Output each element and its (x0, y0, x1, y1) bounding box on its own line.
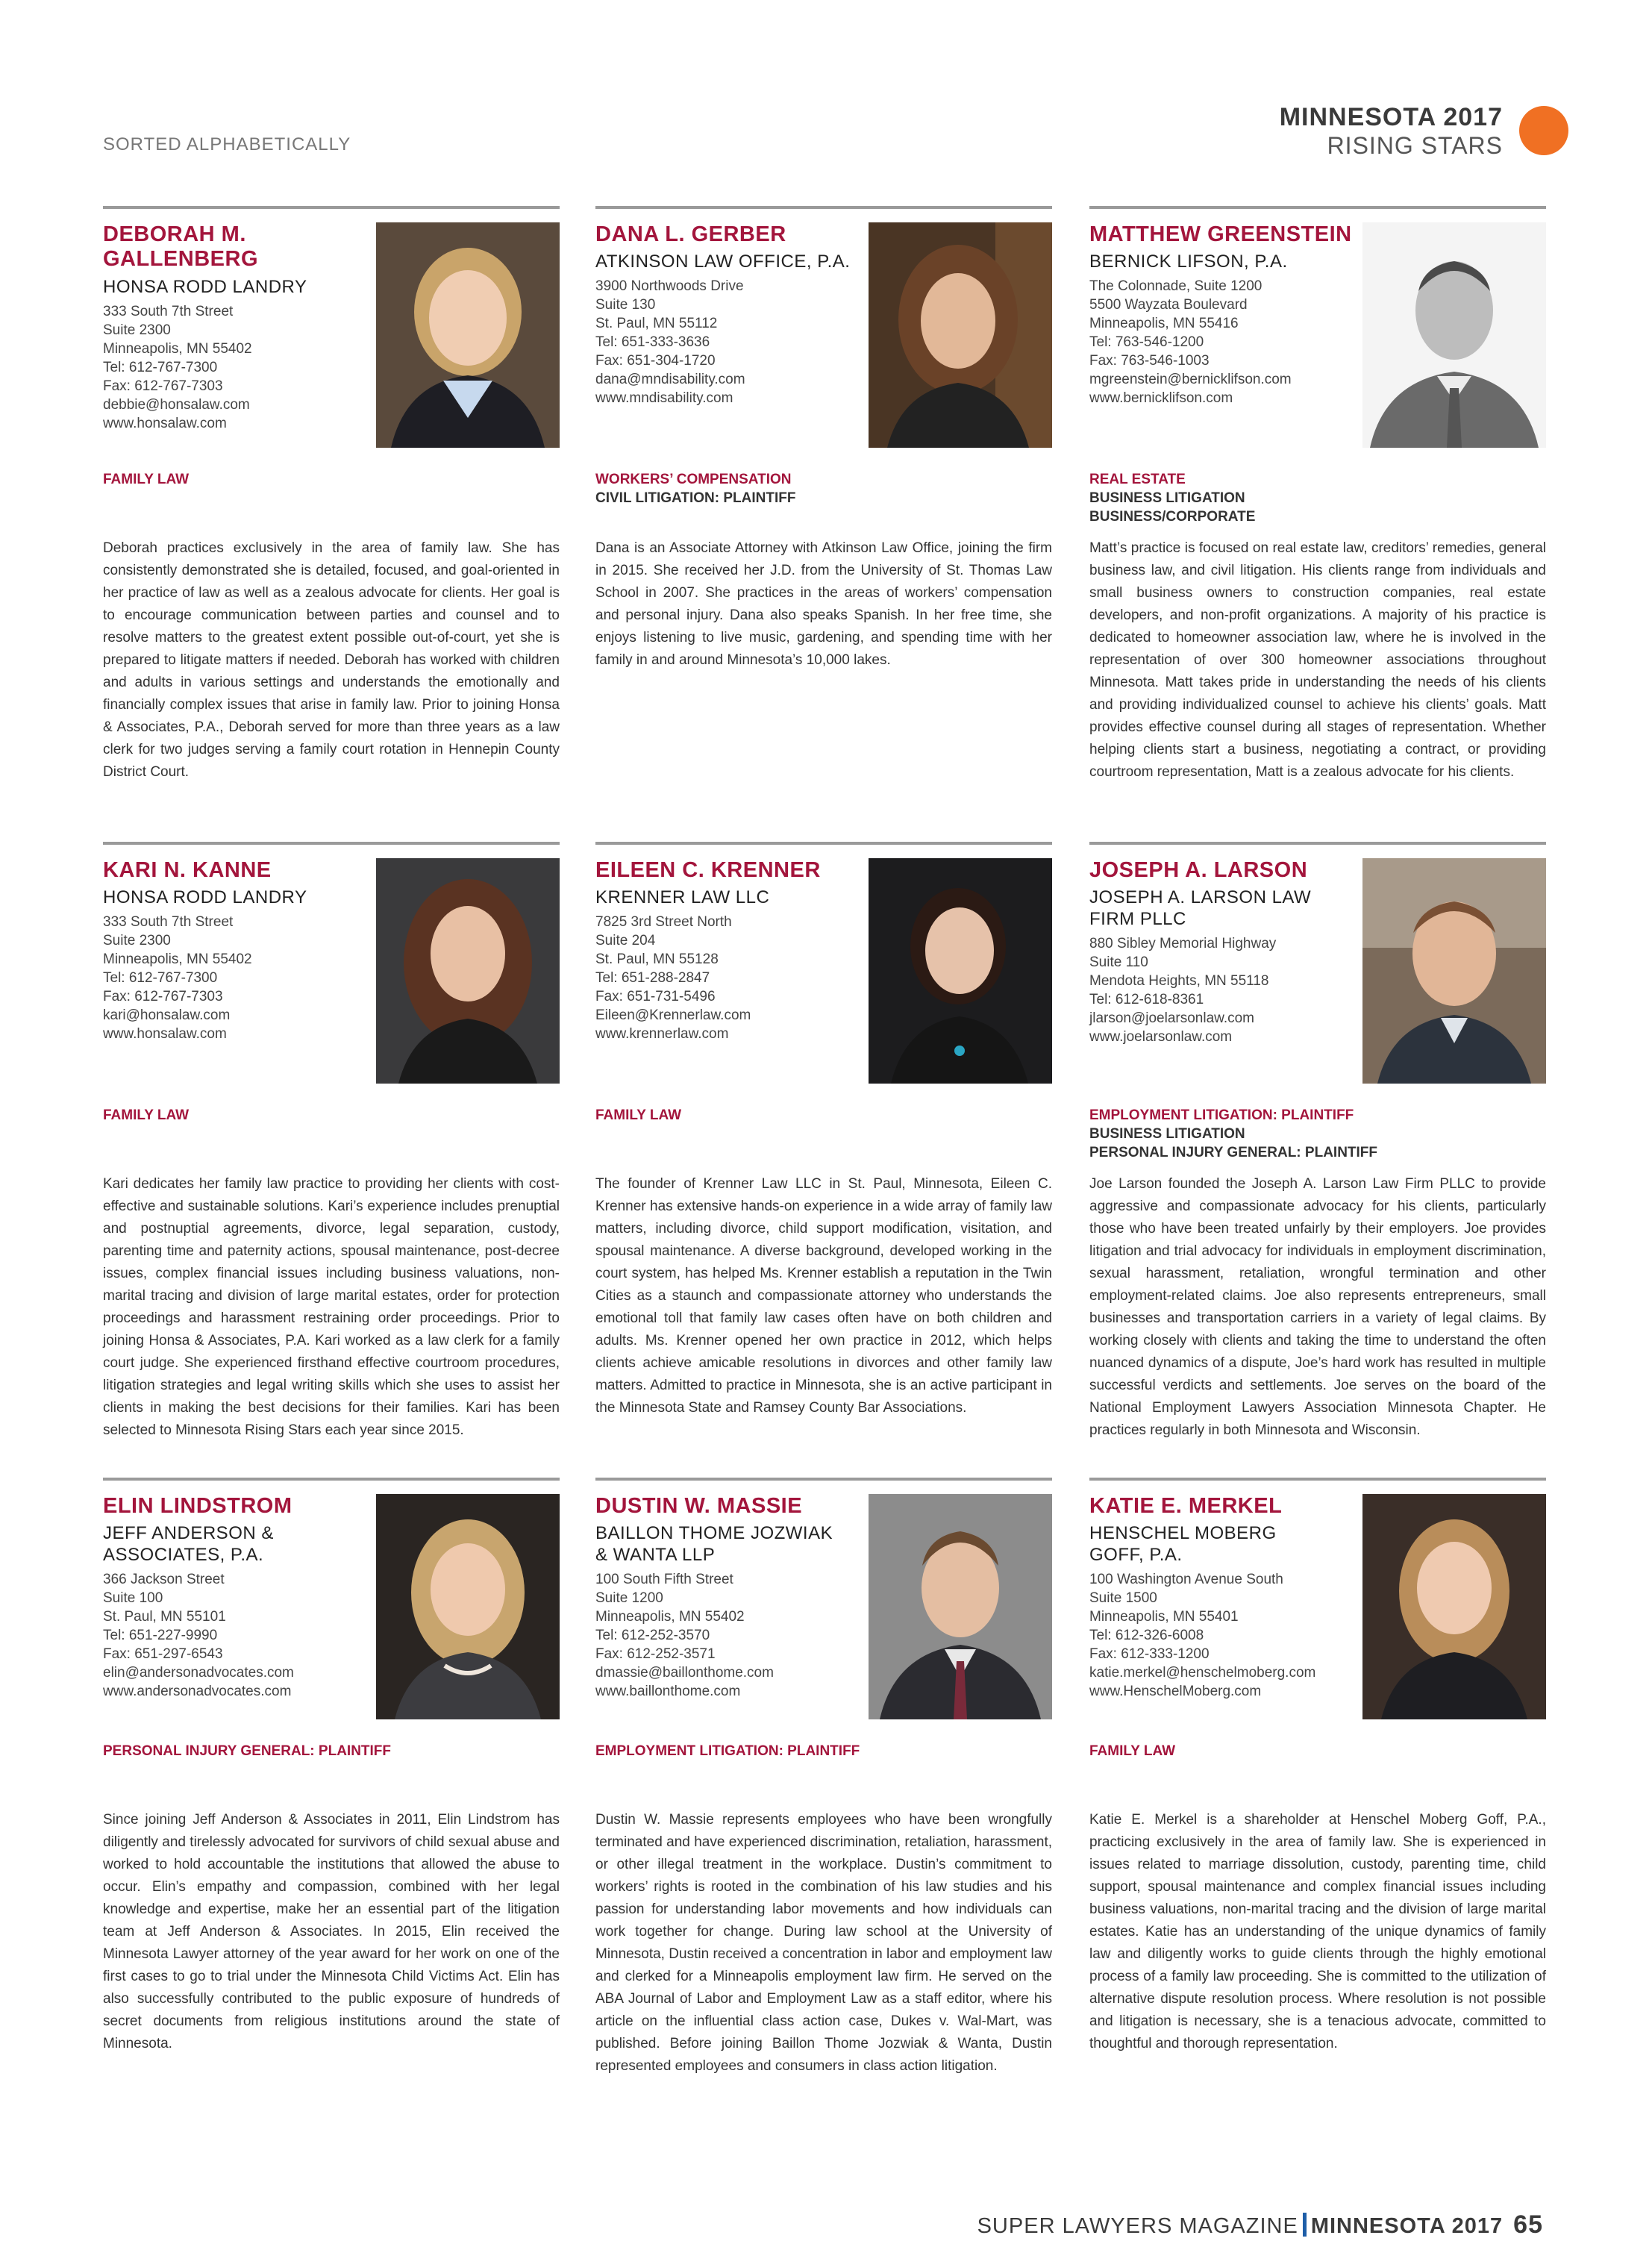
email-link[interactable]: dana@mndisability.com (595, 372, 745, 387)
email-link[interactable]: dmassie@baillonthome.com (595, 1665, 774, 1681)
phone-number: Tel: 612-767-7300 (103, 970, 218, 986)
phone-number: Tel: 612-326-6008 (1089, 1628, 1204, 1643)
address-line: Suite 1500 (1089, 1590, 1157, 1606)
website-link[interactable]: www.krennerlaw.com (595, 1026, 729, 1042)
email-link[interactable]: kari@honsalaw.com (103, 1007, 231, 1023)
profile-card (103, 1478, 560, 2115)
attorney-bio: Katie E. Merkel is a shareholder at Henschel Moberg Goff, P.A., practicing exclusively in the area of family law. She is experienced in issues related to marriage dissolution, custody, parenting time, child support, spousal maintenance and complex financial issues including business valuations, non-marital tracing and the division of large marital estates. Katie has an understanding of the unique dynamics of family law and diligently works to guide clients through the highly emotional process of a family law proceeding. She is committed to the utilization of alternative dispute resolution process. Where resolution is not possible and litigation is necessary, she is a tenacious advocate, committed to thoughtful and thorough representation. (1089, 1812, 1546, 2051)
practice-primary: EMPLOYMENT LITIGATION: PLAINTIFF (1089, 1107, 1354, 1123)
firm-name: ATKINSON LAW OFFICE, P.A. (595, 251, 851, 272)
fax-number: Fax: 612-767-7303 (103, 378, 223, 394)
sorted-label: SORTED ALPHABETICALLY (103, 134, 351, 154)
firm-name: HONSA RODD LANDRY (103, 277, 307, 297)
attorney-name: EILEEN C. KRENNER (595, 858, 821, 882)
address-line: 366 Jackson Street (103, 1572, 225, 1587)
attorney-name: JOSEPH A. LARSON (1089, 858, 1308, 882)
contact-block (1089, 277, 1292, 407)
practice-primary: FAMILY LAW (103, 472, 190, 487)
contact-block (103, 1570, 349, 1701)
attorney-photo (376, 222, 560, 448)
magazine-name: SUPER LAWYERS MAGAZINE (977, 2214, 1298, 2238)
address-line: Suite 110 (1089, 954, 1148, 970)
fax-number: Fax: 612-333-1200 (1089, 1646, 1210, 1662)
address-line: 100 South Fifth Street (595, 1572, 733, 1587)
masthead-title: MINNESOTA 2017 (1279, 103, 1503, 131)
page-number: 65 (1513, 2210, 1543, 2239)
attorney-name: DEBORAH M. GALLENBERG (103, 222, 258, 271)
email-link[interactable]: mgreenstein@bernicklifson.com (1089, 372, 1292, 387)
email-link[interactable]: jlarson@joelarsonlaw.com (1089, 1010, 1254, 1026)
address-line: Minneapolis, MN 55402 (103, 341, 252, 357)
address-line: Suite 100 (103, 1590, 163, 1606)
profile-card (1089, 842, 1546, 1479)
phone-number: Tel: 612-252-3570 (595, 1628, 710, 1643)
address-line: Mendota Heights, MN 55118 (1089, 973, 1269, 989)
edition-label: MINNESOTA 2017 (1310, 2214, 1504, 2238)
orange-circle-icon (1519, 106, 1568, 155)
website-link[interactable]: www.HenschelMoberg.com (1089, 1684, 1262, 1699)
profile-card (1089, 206, 1546, 843)
practice-areas (595, 1106, 681, 1125)
attorney-bio: Matt’s practice is focused on real estate law, creditors’ remedies, general business law, and civil litigation. His clients range from individuals and small business owners to construction companies, real estate developers, and non-profit organizations. A majority of his practice is dedicated to homeowner association law, where he is involved in the representation of over 300 homeowner associations throughout Minnesota. Matt takes pride in understanding the needs of his clients and providing individualized counsel to achieve his clients’ goals. Matt provides effective counsel during all stages of representation. Whether helping clients start a business, negotiating a contract, or providing courtroom representation, Matt is a zealous advocate for his clients. (1089, 540, 1546, 780)
phone-number: Tel: 612-767-7300 (103, 360, 218, 375)
website-link[interactable]: www.baillonthome.com (595, 1684, 741, 1699)
practice-primary: FAMILY LAW (595, 1107, 682, 1123)
profile-card (103, 842, 560, 1479)
profile-card (595, 206, 1052, 843)
email-link[interactable]: elin@andersonadvocates.com (103, 1665, 294, 1681)
practice-secondary: CIVIL LITIGATION: PLAINTIFF (595, 490, 796, 506)
address-line: Minneapolis, MN 55416 (1089, 316, 1239, 331)
attorney-photo (869, 1494, 1052, 1719)
website-link[interactable]: www.andersonadvocates.com (103, 1684, 292, 1699)
attorney-bio: Deborah practices exclusively in the area of family law. She has consistently demonstrated she is detailed, focused, and goal-oriented in her practice of law as well as a zealous advocate for clients. Her goal is to encourage communication between parties and counsel and to resolve matters to the greatest extent possible out-of-court, yet she is prepared to litigate matters if needed. Deborah has worked with children and adults in various settings and understands the emotionally and financially complex issues that arise in family law. Prior to joining Honsa & Associates, P.A., Deborah served for more than three years as a law clerk for two judges serving a family court rotation in Hennepin County District Court. (103, 540, 560, 780)
practice-areas (103, 1106, 189, 1125)
address-line: Suite 2300 (103, 322, 171, 338)
contact-block (595, 277, 850, 407)
fax-number: Fax: 651-304-1720 (595, 353, 716, 369)
practice-secondary: PERSONAL INJURY GENERAL: PLAINTIFF (1089, 1145, 1378, 1160)
practice-secondary: BUSINESS LITIGATION (1089, 1126, 1245, 1142)
website-link[interactable]: www.mndisability.com (595, 390, 733, 406)
attorney-photo (376, 858, 560, 1084)
website-link[interactable]: www.joelarsonlaw.com (1089, 1029, 1233, 1045)
address-line: Minneapolis, MN 55402 (103, 951, 252, 967)
firm-name: JOSEPH A. LARSON LAW FIRM PLLC (1089, 887, 1312, 929)
practice-areas (595, 1742, 860, 1760)
attorney-bio: Dana is an Associate Attorney with Atkinson Law Office, joining the firm in 2015. She received her J.D. from the University of St. Thomas Law School in 2007. She practices in the areas of workers’ compensation and personal injury. Dana also speaks Spanish. In her free time, she enjoys listening to live music, gardening, and spending time with her family in and around Minnesota’s 10,000 lakes. (595, 540, 1052, 668)
website-link[interactable]: www.bernicklifson.com (1089, 390, 1233, 406)
attorney-name: ELIN LINDSTROM (103, 1494, 292, 1518)
attorney-bio: Since joining Jeff Anderson & Associates in 2011, Elin Lindstrom has diligently and tirelessly advocated for survivors of child sexual abuse and worked to hold accountable the institutions that allowed the abuse to occur. Elin’s empathy and compassion, combined with her legal knowledge and expertise, make her an essential part of the litigation team at Jeff Anderson & Associates. In 2015, Elin received the Minnesota Lawyer attorney of the year award for her work on one of the first cases to go to trial under the Minnesota Child Victims Act. Elin has also successfully contributed to the public exposure of hundreds of secret documents from religious institutions around the state of Minnesota. (103, 1812, 560, 2051)
address-line: Minneapolis, MN 55402 (595, 1609, 745, 1625)
firm-name: HENSCHEL MOBERG GOFF, P.A. (1089, 1523, 1277, 1565)
practice-primary: WORKERS’ COMPENSATION (595, 472, 792, 487)
firm-name: HONSA RODD LANDRY (103, 887, 307, 907)
practice-primary: REAL ESTATE (1089, 472, 1186, 487)
fax-number: Fax: 651-297-6543 (103, 1646, 223, 1662)
masthead (1280, 103, 1503, 160)
attorney-bio: Kari dedicates her family law practice to providing her clients with cost-effective and sustainable solutions. Kari’s experience includes prenuptial and postnuptial agreements, divorce, legal separation, custody, parenting time and paternity actions, spousal maintenance, post-decree issues, complex financial issues including business valuations, non-marital tracing and division of large marital estates, order for protection proceedings and harassment restraining order proceedings. Prior to joining Honsa & Associates, P.A. Kari worked as a law clerk for a family court judge. She experienced firsthand effective courtroom procedures, litigation strategies and legal writing skills which she uses to assist her clients in making the best decisions for their families. Kari has been selected to Minnesota Rising Stars each year since 2015. (103, 1176, 560, 1438)
address-line: 100 Washington Avenue South (1089, 1572, 1283, 1587)
address-line: 3900 Northwoods Drive (595, 278, 744, 294)
address-line: 333 South 7th Street (103, 304, 234, 319)
address-line: Suite 130 (595, 297, 656, 313)
masthead-subtitle: RISING STARS (1327, 132, 1503, 159)
address-line: St. Paul, MN 55112 (595, 316, 718, 331)
attorney-bio: Dustin W. Massie represents employees who have been wrongfully terminated and have experienced discrimination, retaliation, harassment, or other illegal treatment in the workplace. Dustin’s commitment to workers’ rights is rooted in the combination of his law studies and his passion for understanding labor movements and how individuals can work together for change. During law school at the University of Minnesota, Dustin received a concentration in labor and employment law and clerked for a Minneapolis employment law firm. He served on the ABA Journal of Labor and Employment Law as a staff editor, where his article on the influential class action case, Dukes v. Wal-Mart, was published. Before joining Baillon Thome Jozwiak & Wanta, Dustin represented employees and consumers in class action litigation. (595, 1812, 1052, 2074)
firm-name: BERNICK LIFSON, P.A. (1089, 251, 1288, 272)
email-link[interactable]: Eileen@Krennerlaw.com (595, 1007, 751, 1023)
attorney-name: MATTHEW GREENSTEIN (1089, 222, 1352, 246)
address-line: Suite 204 (595, 933, 656, 949)
page-footer (977, 2210, 1543, 2240)
phone-number: Tel: 612-618-8361 (1089, 992, 1204, 1007)
practice-primary: EMPLOYMENT LITIGATION: PLAINTIFF (595, 1743, 860, 1759)
attorney-bio: The founder of Krenner Law LLC in St. Paul, Minnesota, Eileen C. Krenner has extensive hands-on experience in a wide array of family law matters, including divorce, child support modification, visitation, and spousal maintenance. A diverse background, developed working in the court system, has helped Ms. Krenner establish a reputation in the Twin Cities as a staunch and compassionate attorney who understands the emotional toll that family law cases often have on both children and adults. Ms. Krenner opened her own practice in 2012, which helps clients achieve amicable resolutions in divorces and other family law matters. Admitted to practice in Minnesota, she is an active participant in the Minnesota State and Ramsey County Bar Associations. (595, 1176, 1052, 1416)
address-line: 5500 Wayzata Boulevard (1089, 297, 1248, 313)
attorney-photo (1362, 858, 1546, 1084)
address-line: Suite 1200 (595, 1590, 663, 1606)
attorney-photo (1362, 1494, 1546, 1719)
fax-number: Fax: 612-767-7303 (103, 989, 223, 1004)
attorney-photo (376, 1494, 560, 1719)
address-line: 333 South 7th Street (103, 914, 234, 930)
contact-block (595, 1570, 842, 1701)
address-line: 7825 3rd Street North (595, 914, 732, 930)
practice-secondary: BUSINESS/CORPORATE (1089, 509, 1256, 525)
attorney-name: KARI N. KANNE (103, 858, 272, 882)
practice-areas (1089, 470, 1255, 526)
website-link[interactable]: www.honsalaw.com (103, 416, 227, 431)
firm-name: JEFF ANDERSON & ASSOCIATES, P.A. (103, 1523, 274, 1565)
practice-primary: FAMILY LAW (103, 1107, 190, 1123)
attorney-name: DANA L. GERBER (595, 222, 786, 246)
practice-areas (103, 1742, 391, 1760)
contact-block (103, 913, 307, 1043)
practice-areas (1089, 1742, 1175, 1760)
profile-card (595, 1478, 1052, 2115)
address-line: 880 Sibley Memorial Highway (1089, 936, 1277, 951)
address-line: Minneapolis, MN 55401 (1089, 1609, 1239, 1625)
contact-block (1089, 934, 1336, 1046)
profile-card (103, 206, 560, 843)
address-line: St. Paul, MN 55128 (595, 951, 719, 967)
phone-number: Tel: 651-227-9990 (103, 1628, 218, 1643)
attorney-photo (1362, 222, 1546, 448)
phone-number: Tel: 651-288-2847 (595, 970, 710, 986)
attorney-name: KATIE E. MERKEL (1089, 1494, 1283, 1518)
phone-number: Tel: 763-546-1200 (1089, 334, 1204, 350)
profile-card (595, 842, 1052, 1479)
fax-number: Fax: 763-546-1003 (1089, 353, 1210, 369)
website-link[interactable]: www.honsalaw.com (103, 1026, 227, 1042)
practice-areas (103, 470, 189, 489)
fax-number: Fax: 612-252-3571 (595, 1646, 716, 1662)
practice-areas (1089, 1106, 1377, 1162)
firm-name: KRENNER LAW LLC (595, 887, 770, 907)
contact-block (1089, 1570, 1336, 1701)
firm-name: BAILLON THOME JOZWIAK & WANTA LLP (595, 1523, 833, 1565)
practice-primary: FAMILY LAW (1089, 1743, 1176, 1759)
contact-block (103, 302, 307, 433)
email-link[interactable]: katie.merkel@henschelmoberg.com (1089, 1665, 1316, 1681)
address-line: Suite 2300 (103, 933, 171, 949)
practice-areas (595, 470, 795, 507)
attorney-photo (869, 222, 1052, 448)
attorney-bio: Joe Larson founded the Joseph A. Larson Law Firm PLLC to provide aggressive and compassionate advocacy for his clients, particularly those who have been treated unfairly by their employers. Joe provides litigation and trial advocacy for individuals in employment discrimination, sexual harassment, retaliation, wrongful termination and other employment-related claims. Joe also represents entrepreneurs, small businesses and transportation carriers in a variety of legal claims. By working closely with clients and taking the time to understand the often nuanced dynamics of a dispute, Joe’s hard work has resulted in multiple successful verdicts and settlements. Joe serves on the board of the National Employment Lawyers Association Minnesota Chapter. He practices regularly in both Minnesota and Wisconsin. (1089, 1176, 1546, 1438)
divider-bar (1303, 2213, 1307, 2237)
contact-block (595, 913, 769, 1043)
address-line: The Colonnade, Suite 1200 (1089, 278, 1263, 294)
fax-number: Fax: 651-731-5496 (595, 989, 716, 1004)
practice-secondary: BUSINESS LITIGATION (1089, 490, 1245, 506)
email-link[interactable]: debbie@honsalaw.com (103, 397, 250, 413)
address-line: St. Paul, MN 55101 (103, 1609, 226, 1625)
phone-number: Tel: 651-333-3636 (595, 334, 710, 350)
practice-primary: PERSONAL INJURY GENERAL: PLAINTIFF (103, 1743, 392, 1759)
attorney-photo (869, 858, 1052, 1084)
profile-card (1089, 1478, 1546, 2115)
attorney-name: DUSTIN W. MASSIE (595, 1494, 803, 1518)
